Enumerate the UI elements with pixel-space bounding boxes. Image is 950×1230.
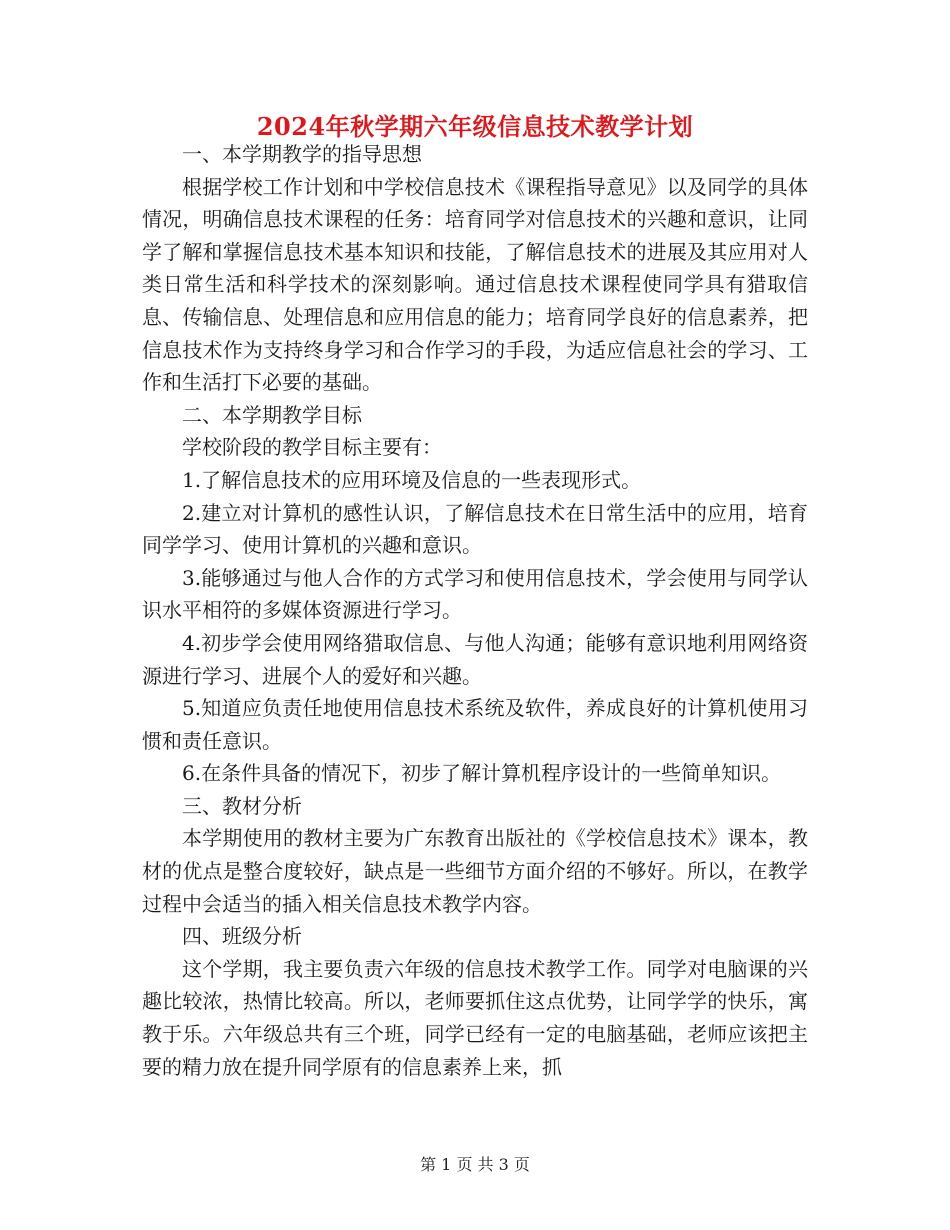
paragraph-guiding-ideology: 根据学校工作计划和中学校信息技术《课程指导意见》以及同学的具体情况，明确信息技术课程的任务：培育同学对信息技术的兴趣和意识，让同学了解和掌握信息技术基本知识和技能，了解信息技术的进展及其应用对人类日常生活和科学技术的深刻影响。通过信息技术课程使同学具有猎取信息、传输信息、处理信息和应用信息的能力；培育同学良好的信息素养，把信息技术作为支持终身学习和合作学习的手段，为适应信息社会的学习、工作和生活打下必要的基础。 bbox=[142, 174, 808, 395]
paragraph-class-analysis: 这个学期，我主要负责六年级的信息技术教学工作。同学对电脑课的兴趣比较浓，热情比较高。所以，老师要抓住这点优势，让同学学的快乐，寓教于乐。六年级总共有三个班，同学已经有一定的电脑基础，老师应该把主要的精力放在提升同学原有的信息素养上来，抓 bbox=[142, 956, 808, 1079]
document-title: 2024年秋学期六年级信息技术教学计划 bbox=[256, 112, 694, 141]
goal-item-4: 4.初步学会使用网络猎取信息、与他人沟通；能够有意识地利用网络资源进行学习、进展个人的爱好和兴趣。 bbox=[142, 630, 808, 688]
goal-item-3: 3.能够通过与他人合作的方式学习和使用信息技术，学会使用与同学认识水平相符的多媒体资源进行学习。 bbox=[142, 565, 808, 623]
page-number-label: 第 1 页 共 3 页 bbox=[420, 1155, 530, 1174]
goal-item-5: 5.知道应负责任地使用信息技术系统及软件，养成良好的计算机使用习惯和责任意识。 bbox=[142, 696, 808, 753]
section-heading-textbook-analysis: 三、教材分析 bbox=[182, 793, 302, 818]
paragraph-textbook-analysis: 本学期使用的教材主要为广东教育出版社的《学校信息技术》课本，教材的优点是整合度较好，缺点是一些细节方面介绍的不够好。所以，在教学过程中会适当的插入相关信息技术教学内容。 bbox=[142, 826, 808, 916]
goal-item-1: 1.了解信息技术的应用环境及信息的一些表现形式。 bbox=[182, 467, 642, 492]
section-heading-teaching-goals: 二、本学期教学目标 bbox=[182, 402, 362, 427]
section-heading-class-analysis: 四、班级分析 bbox=[182, 924, 302, 949]
goal-item-2: 2.建立对计算机的感性认识，了解信息技术在日常生活中的应用，培育同学学习、使用计算机的兴趣和意识。 bbox=[142, 500, 808, 558]
goal-item-6: 6.在条件具备的情况下，初步了解计算机程序设计的一些简单知识。 bbox=[182, 761, 782, 786]
page-footer bbox=[0, 1154, 950, 1176]
section-heading-guiding-ideology: 一、本学期教学的指导思想 bbox=[182, 142, 422, 166]
paragraph-goals-intro: 学校阶段的教学目标主要有： bbox=[182, 435, 442, 460]
document-body bbox=[142, 138, 808, 1083]
